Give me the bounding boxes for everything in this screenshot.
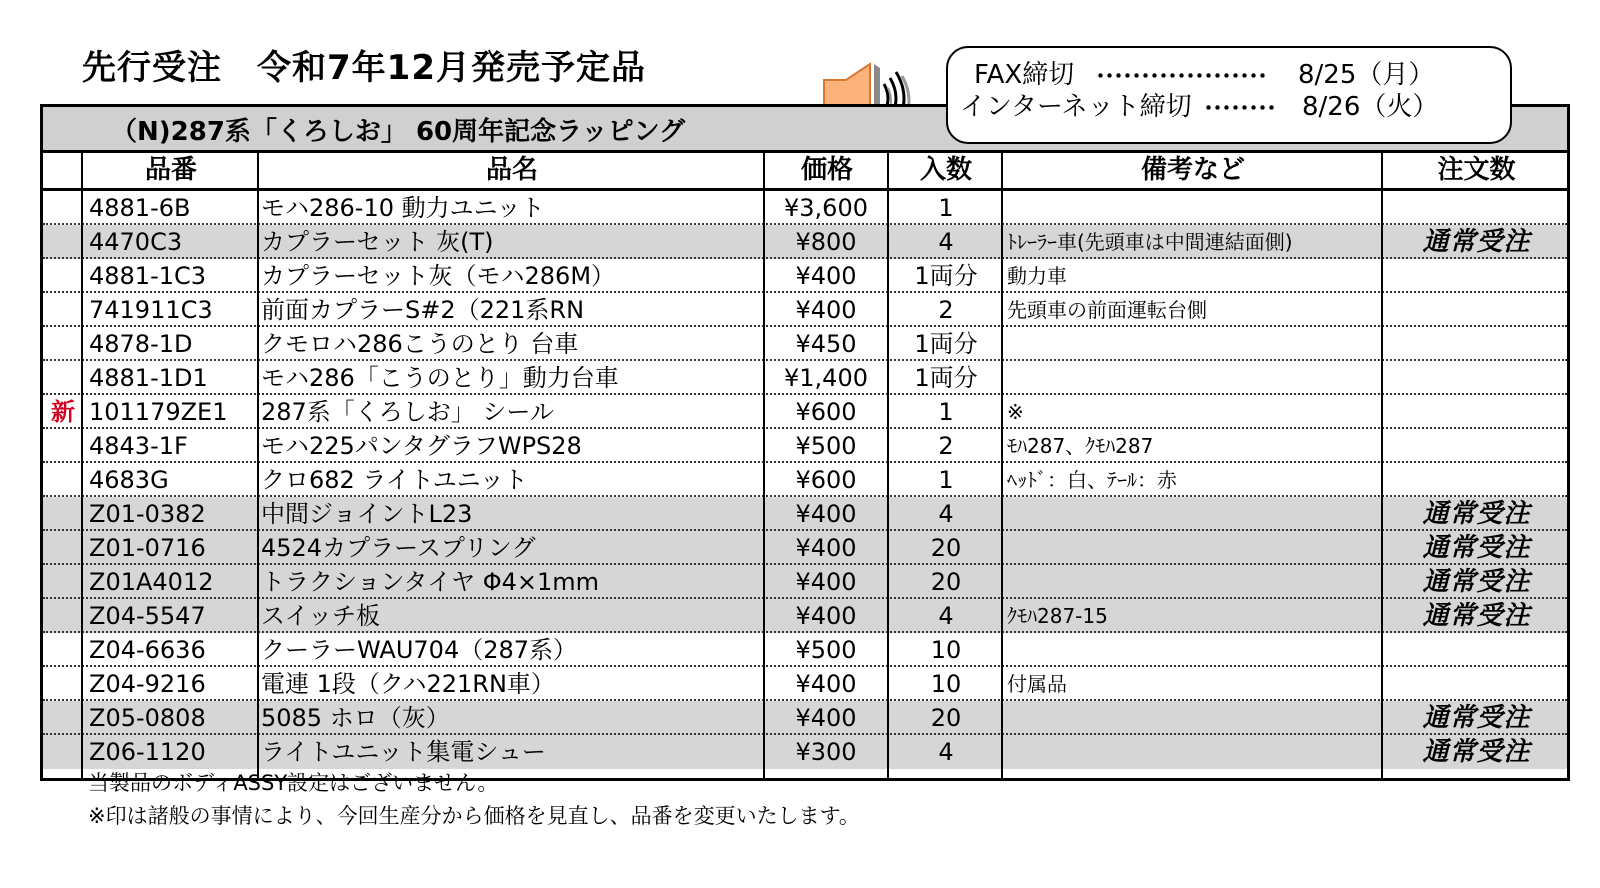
new-mark [43,293,83,327]
deadline-label: FAX締切 [974,60,1075,90]
part-name: モハ286「こうのとり」動力台車 [261,364,619,392]
header-note: 備考など [1140,155,1245,185]
part-note: 先頭車の前面運転台側 [1007,298,1207,322]
order-status [1383,429,1570,463]
part-qty: 1 [938,194,954,222]
part-price: ¥400 [795,704,857,732]
deadline-date: 8/26（火） [1302,92,1439,122]
new-mark [43,463,83,497]
new-mark [43,531,83,565]
part-qty: 1両分 [914,330,978,358]
part-name: 5085 ホロ（灰） [261,704,450,732]
part-price: ¥450 [795,330,857,358]
order-status: 通常受注 [1422,533,1531,563]
part-code: Z01A4012 [89,568,214,596]
part-name: モハ225パンタグラフWPS28 [261,432,582,460]
part-qty: 2 [938,432,954,460]
order-status [1383,395,1570,429]
part-name: 287系「くろしお」 シール [261,398,554,426]
table-row [43,259,1567,293]
header-order: 注文数 [1437,155,1516,185]
part-price: ¥3,600 [784,194,868,222]
part-note: 動力車 [1007,264,1067,288]
column-divider [763,153,765,778]
part-code: 4878-1D [89,330,193,358]
table-row [43,361,1567,395]
part-note: ｸﾓﾊ287-15 [1007,604,1108,628]
part-price: ¥600 [795,466,857,494]
order-status: 通常受注 [1422,737,1531,767]
part-name: 前面カプラーS#2（221系RN [261,296,585,324]
part-price: ¥400 [795,296,857,324]
part-price: ¥800 [795,228,857,256]
part-code: Z04-6636 [89,636,206,664]
deadline-date: 8/25（月） [1298,60,1435,90]
order-status: 通常受注 [1422,567,1531,597]
part-qty: 10 [930,670,962,698]
table-row [43,293,1567,327]
table-row [43,633,1567,667]
part-note [1007,361,1383,395]
part-name: カプラーセット 灰(T) [261,228,494,256]
table-row [43,667,1567,701]
part-name: モハ286-10 動力ユニット [261,194,545,222]
part-note: ﾓﾊ287、ｸﾓﾊ287 [1007,434,1154,458]
part-qty: 4 [938,602,954,630]
part-name: スイッチ板 [261,602,381,630]
part-code: 4881-6B [89,194,191,222]
part-note [1007,531,1383,565]
part-price: ¥500 [795,636,857,664]
new-mark [43,259,83,293]
part-code: 4843-1F [89,432,188,460]
part-note: ﾍｯﾄﾞ：白、ﾃｰﾙ：赤 [1007,468,1177,492]
part-price: ¥400 [795,262,857,290]
deadline-box [946,46,1512,144]
part-code: Z06-1120 [89,738,206,766]
part-name: 4524カプラースプリング [261,534,536,562]
column-divider [1001,153,1003,778]
part-note [1007,497,1383,531]
part-code: 741911C3 [89,296,213,324]
part-code: Z04-5547 [89,602,206,630]
part-code: Z05-0808 [89,704,206,732]
table-header [43,153,1567,191]
part-name: トラクションタイヤ Φ4×1mm [261,568,600,596]
part-price: ¥600 [795,398,857,426]
table-row [43,327,1567,361]
part-price: ¥400 [795,602,857,630]
order-status [1383,327,1570,361]
new-mark [43,565,83,599]
order-status [1383,463,1570,497]
leader-dots [1204,105,1274,110]
new-mark [43,735,83,769]
footnote: ※印は諸般の事情により、今回生産分から価格を見直し、品番を変更いたします。 [88,804,860,828]
part-name: 中間ジョイントL23 [261,500,473,528]
header-qty: 入数 [919,155,972,185]
order-status [1383,361,1570,395]
table-row [43,701,1567,735]
order-status [1383,667,1570,701]
part-note [1007,327,1383,361]
header-code: 品番 [144,155,197,185]
part-qty: 1両分 [914,364,978,392]
part-price: ¥400 [795,534,857,562]
parts-table [40,104,1570,781]
part-name: 電連 1段（クハ221RN車） [261,670,555,698]
header-name: 品名 [485,155,538,185]
table-row [43,735,1567,769]
new-mark [43,701,83,735]
new-mark [43,361,83,395]
part-note: 付属品 [1007,672,1067,696]
part-code: 4881-1C3 [89,262,207,290]
table-row [43,463,1567,497]
deadline-label: インターネット締切 [960,92,1192,122]
leader-dots [1096,73,1268,78]
part-qty: 2 [938,296,954,324]
column-divider [81,153,83,778]
part-qty: 1 [938,398,954,426]
column-divider [257,153,259,778]
part-code: 4470C3 [89,228,183,256]
order-status [1383,259,1570,293]
part-note [1007,701,1383,735]
order-status: 通常受注 [1422,499,1531,529]
new-mark [43,327,83,361]
table-row [43,531,1567,565]
order-status: 通常受注 [1422,227,1531,257]
new-mark [43,633,83,667]
new-mark: 新 [51,398,75,426]
part-code: 4881-1D1 [89,364,208,392]
column-divider [1381,153,1383,778]
column-divider [887,153,889,778]
new-mark [43,497,83,531]
part-price: ¥500 [795,432,857,460]
part-name: クーラーWAU704（287系） [261,636,578,664]
part-qty: 1両分 [914,262,978,290]
part-code: Z01-0716 [89,534,206,562]
table-row [43,497,1567,531]
order-status [1383,191,1570,225]
part-note [1007,565,1383,599]
part-code: Z04-9216 [89,670,206,698]
part-name: クロ682 ライトユニット [261,466,528,494]
new-mark [43,191,83,225]
part-qty: 20 [930,704,962,732]
order-status [1383,633,1570,667]
part-qty: 20 [930,534,962,562]
part-code: 101179ZE1 [89,398,228,426]
part-note: ﾄﾚｰﾗｰ車(先頭車は中間連結面側) [1007,230,1293,254]
part-note: ※ [1007,400,1024,424]
part-name: カプラーセット灰（モハ286M） [261,262,616,290]
part-qty: 4 [938,738,954,766]
part-note [1007,191,1383,225]
footnote: 当製品のボディASSY設定はございません。 [88,771,499,795]
part-note [1007,633,1383,667]
part-qty: 4 [938,228,954,256]
table-row [43,429,1567,463]
table-row [43,225,1567,259]
part-qty: 20 [930,568,962,596]
page-title: 先行受注 令和7年12月発売予定品 [82,48,646,88]
table-row [43,191,1567,225]
part-note [1007,735,1383,769]
part-name: クモロハ286こうのとり 台車 [261,330,579,358]
part-price: ¥400 [795,670,857,698]
table-row [43,395,1567,429]
part-qty: 10 [930,636,962,664]
table-row [43,599,1567,633]
order-status [1383,293,1570,327]
order-status: 通常受注 [1422,703,1531,733]
part-code: Z01-0382 [89,500,206,528]
part-qty: 1 [938,466,954,494]
new-mark [43,599,83,633]
part-price: ¥400 [795,568,857,596]
part-code: 4683G [89,466,169,494]
part-qty: 4 [938,500,954,528]
part-price: ¥400 [795,500,857,528]
new-mark [43,667,83,701]
new-mark [43,429,83,463]
part-name: ライトユニット集電シュー [261,738,546,766]
part-price: ¥300 [795,738,857,766]
table-row [43,565,1567,599]
header-price: 価格 [800,155,853,185]
series-title: （N)287系「くろしお」 60周年記念ラッピング [111,117,686,147]
new-mark [43,225,83,259]
order-status: 通常受注 [1422,601,1531,631]
part-price: ¥1,400 [784,364,868,392]
